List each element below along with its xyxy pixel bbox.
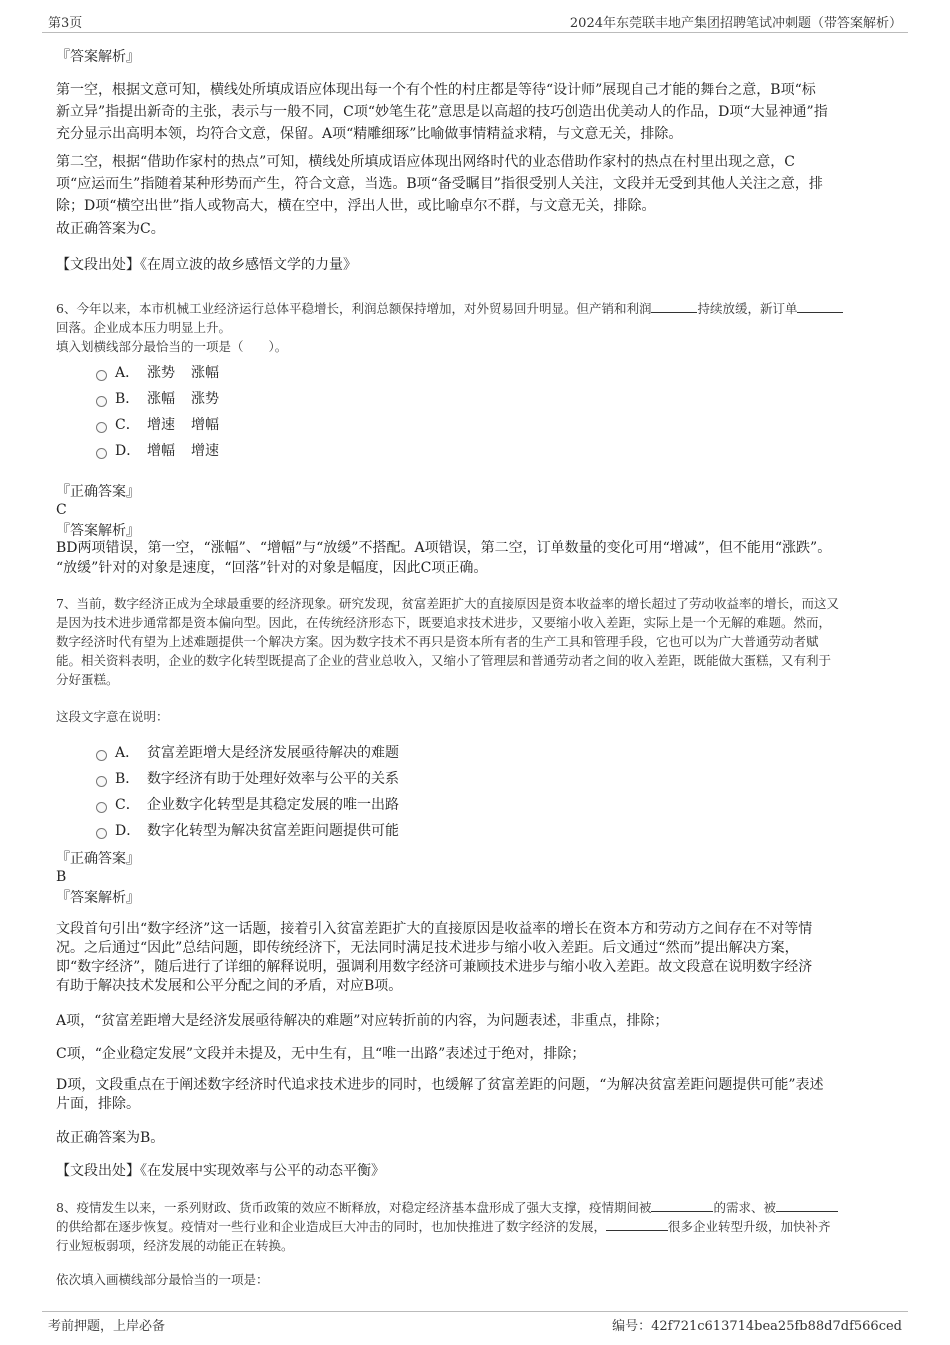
q8-blank-1	[651, 1201, 713, 1212]
radio-icon[interactable]	[96, 422, 107, 433]
q6-option-b[interactable]: B． 涨幅 涨势	[96, 388, 219, 408]
radio-icon[interactable]	[96, 396, 107, 407]
q8-blank-2	[776, 1201, 838, 1212]
q5-analysis-para1: 第一空，根据文意可知，横线处所填成语应体现出每一个有个性的村庄都是等待“设计师”展现自己才能的舞台之意，B项“标 新立异”指提出新奇的主张，表示与一般不同，C项“妙笔生花”意思是以高超的技巧创造出优美动人的作品，D项“大显神通”指 充分显示出高明本领，均符合文意，保留。A项“精雕细琢”比喻做事情精益求精，与文意无关，排除。	[56, 82, 828, 142]
q7-correct-answer: B	[56, 869, 67, 885]
q7-option-c[interactable]: C． 企业数字化转型是其稳定发展的唯一出路	[96, 794, 399, 814]
radio-icon[interactable]	[96, 370, 107, 381]
q7-conclusion: 故正确答案为B。	[56, 1130, 165, 1146]
q8-blank-3	[606, 1220, 668, 1231]
radio-icon[interactable]	[96, 828, 107, 839]
footer-slogan: 考前押题，上岸必备	[48, 1319, 166, 1334]
footer-code: 编号：42f721c613714bea25fb88d7df566ced	[612, 1319, 902, 1334]
q6-option-c[interactable]: C． 增速 增幅	[96, 414, 219, 434]
q6-analysis-label: 『答案解析』	[56, 523, 140, 539]
q7-analysis-a: A项，“贫富差距增大是经济发展亟待解决的难题”对应转折前的内容，为问题表述，非重点，排除；	[56, 1013, 669, 1029]
q7-option-a[interactable]: A． 贫富差距增大是经济发展亟待解决的难题	[96, 742, 399, 762]
q5-conclusion: 故正确答案为C。	[56, 221, 165, 237]
q6-correct-label: 『正确答案』	[56, 484, 140, 500]
q6-blank-1	[651, 302, 697, 313]
q7-option-d[interactable]: D． 数字化转型为解决贫富差距问题提供可能	[96, 820, 399, 840]
document-title: 2024年东莞联丰地产集团招聘笔试冲刺题（带答案解析）	[569, 16, 902, 31]
q7-analysis-d: D项，文段重点在于阐述数字经济时代追求技术进步的同时，也缓解了贫富差距的问题，“为解决贫富差距问题提供可能”表述 片面，排除。	[56, 1077, 824, 1112]
q6-option-d[interactable]: D． 增幅 增速	[96, 440, 219, 460]
q8-prompt: 依次填入画横线部分最恰当的一项是：	[56, 1272, 269, 1287]
q5-source: 【文段出处】《在周立波的故乡感悟文学的力量》	[56, 257, 357, 273]
header-divider	[42, 32, 908, 33]
q7-source: 【文段出处】《在发展中实现效率与公平的动态平衡》	[56, 1163, 385, 1179]
radio-icon[interactable]	[96, 750, 107, 761]
radio-icon[interactable]	[96, 448, 107, 459]
q5-analysis-label: 『答案解析』	[56, 49, 140, 65]
q7-analysis-para1: 文段首句引出“数字经济”这一话题，接着引入贫富差距扩大的直接原因是收益率的增长在资本方和劳动方之间存在不对等情 况。之后通过“因此”总结问题，即传统经济下，无法同时满足技术进步与缩小收入差距。后文通过“然而”提出解决方案， 即“数字经济”，随后进行了详细的解释说明，强调利用数字经济可兼顾技术进步与缩小收入差距。故文段意在说明数字经济 有助于解决技术发展和公平分配之间的矛盾，对应B项。	[56, 921, 813, 994]
radio-icon[interactable]	[96, 776, 107, 787]
q6-stem: 6、今年以来，本市机械工业经济运行总体平稳增长，利润总额保持增加，对外贸易回升明显。但产销和利润 持续放缓，新订单 回落。企业成本压力明显上升。 填入划横线部分最恰当的一项是（ ）。	[56, 299, 901, 356]
q8-stem: 8、疫情发生以来，一系列财政、货币政策的效应不断释放，对稳定经济基本盘形成了强大支撑，疫情期间被 的需求、被 的供给都在逐步恢复。疫情对一些行业和企业造成巨大冲击的同时，也加快推进了数字经济的发展， 很多企业转型升级，加快补齐 行业短板弱项，经济发展的动能正在转换。	[56, 1198, 906, 1255]
q6-analysis: BD两项错误，第一空，“涨幅”、“增幅”与“放缓”不搭配。A项错误，第二空，订单数量的变化可用“增减”，但不能用“涨跌”。 “放缓”针对的对象是速度，“回落”针对的对象是幅度，因此C项正确。	[56, 540, 832, 576]
q7-analysis-label: 『答案解析』	[56, 890, 140, 906]
page-number: 第3页	[48, 16, 83, 31]
q7-option-b[interactable]: B． 数字经济有助于处理好效率与公平的关系	[96, 768, 399, 788]
footer-divider	[42, 1311, 908, 1312]
q7-correct-label: 『正确答案』	[56, 851, 140, 867]
q5-analysis-para2: 第二空，根据“借助作家村的热点”可知，横线处所填成语应体现出网络时代的业态借助作家村的热点在村里出现之意，C 项“应运而生”指随着某种形势而产生，符合文意，当选。B项“备受瞩目”指很受别人关注，文段并无受到其他人关注之意，排 除；D项“横空出世”指人或物高大，横在空中，浮出人世，或比喻卓尔不群，与文意无关，排除。	[56, 154, 823, 214]
q6-blank-2	[797, 302, 843, 313]
q7-prompt: 这段文字意在说明：	[56, 709, 169, 724]
q6-correct-answer: C	[56, 502, 67, 518]
radio-icon[interactable]	[96, 802, 107, 813]
q7-analysis-c: C项，“企业稳定发展”文段并未提及，无中生有，且“唯一出路”表述过于绝对，排除；	[56, 1046, 586, 1062]
q6-option-a[interactable]: A． 涨势 涨幅	[96, 362, 219, 382]
q7-stem: 7、当前，数字经济正成为全球最重要的经济现象。研究发现，贫富差距扩大的直接原因是资本收益率的增长超过了劳动收益率的增长，而这又 是因为技术进步通常都是资本偏向型。因此，在传统经济形态下，既要追求技术进步，又要缩小收入差距，实际上是一个无解的难题。然而， 数字经济时代有望为上述难题提供一个解决方案。因为数字技术不再只是资本所有者的生产工具和管理手段，它也可以为广大普通劳动者赋 能。相关资料表明，企业的数字化转型既提高了企业的营业总收入，又缩小了管理层和普通劳动者之间的收入差距，既能做大蛋糕，又有利于 分好蛋糕。	[56, 596, 839, 687]
